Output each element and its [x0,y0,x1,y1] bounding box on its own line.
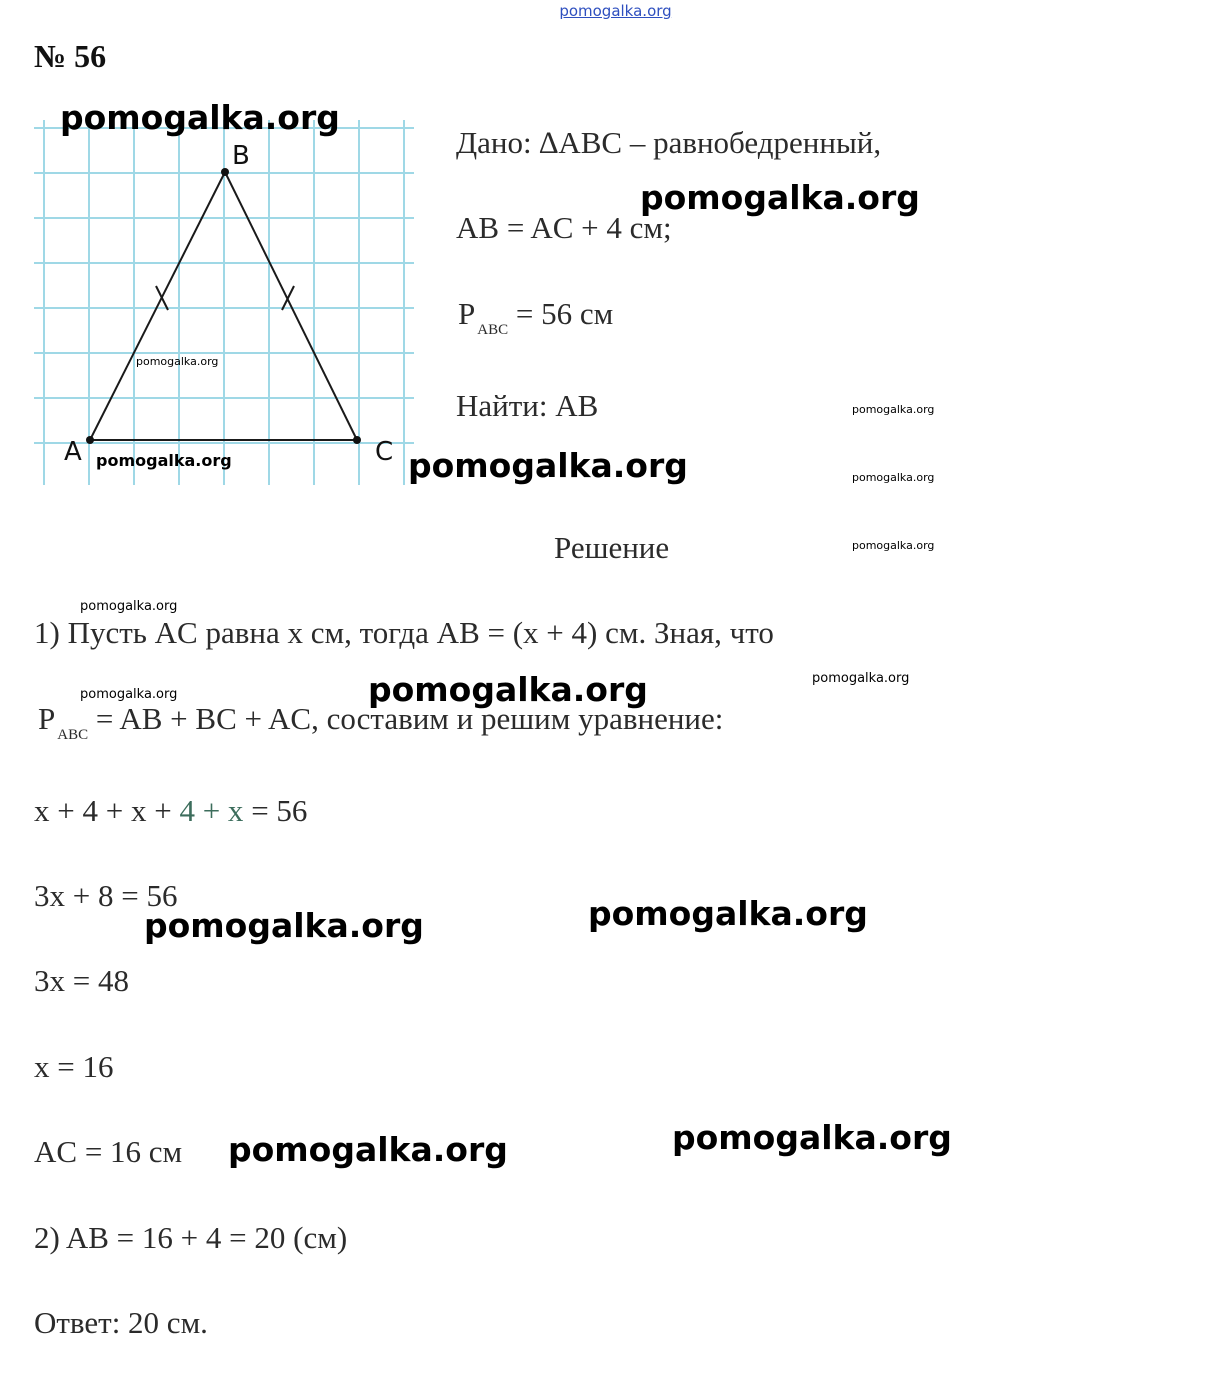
watermark-small: pomogalka.org [812,671,910,686]
equation-3: 3x = 48 [34,963,129,998]
watermark-small: pomogalka.org [852,471,935,484]
vertex-point-b [221,168,229,176]
watermark-small: pomogalka.org [852,403,935,416]
equation-1 [34,793,307,829]
equation-1-part-1: x + 4 + x + [34,793,180,828]
side-ab [90,172,225,440]
vertex-point-c [353,436,361,444]
watermark-small: pomogalka.org [852,539,935,552]
given-perimeter [458,296,613,339]
watermark-small: pomogalka.org [80,687,178,702]
watermark: pomogalka.org [640,178,920,217]
vertex-label-c: C [375,437,394,467]
solution-heading: Решение [554,530,670,565]
equation-1-highlight: 4 + x [179,793,244,828]
watermark: pomogalka.org [368,670,648,709]
equation-2: 3x + 8 = 56 [34,878,178,913]
perimeter-subscript: ABC [477,322,509,338]
step1-perimeter-subscript: ABC [57,727,89,743]
watermark: pomogalka.org [228,1130,508,1169]
watermark: pomogalka.org [588,894,868,933]
vertex-label-b: B [232,141,250,171]
step1-line-1: 1) Пусть AC равна x см, тогда AB = (x + 4) см. Зная, что [34,615,774,650]
vertex-label-a: A [64,437,82,467]
problem-number: № 56 [34,38,107,74]
site-link[interactable]: pomogalka.org [559,2,672,20]
given-line-2: AB = AC + 4 см; [456,210,672,245]
watermark: pomogalka.org [408,446,688,485]
watermark-small: pomogalka.org [136,355,219,368]
watermark: pomogalka.org [60,98,340,137]
ac-result: AC = 16 см [34,1134,183,1169]
perimeter-value: = 56 см [508,296,614,331]
vertex-point-a [86,436,94,444]
equation-1-part-3: = 56 [243,793,308,828]
answer-line: Ответ: 20 см. [34,1305,208,1340]
find-line: Найти: AB [456,388,599,423]
watermark-small: pomogalka.org [80,599,178,614]
step1-line-2-rest: = AB + BC + AC, составим и решим уравнение: [88,701,724,736]
watermark: pomogalka.org [144,906,424,945]
watermark-medium: pomogalka.org [96,451,232,470]
side-bc [225,172,357,440]
watermark: pomogalka.org [672,1118,952,1157]
step2-line: 2) AB = 16 + 4 = 20 (см) [34,1220,348,1255]
triangle-figure [34,120,414,485]
equation-4: x = 16 [34,1049,114,1084]
perimeter-symbol: P [458,296,476,331]
step1-perimeter-symbol: P [38,701,56,736]
given-line-1: Дано: ∆ABC – равнобедренный, [456,125,882,160]
